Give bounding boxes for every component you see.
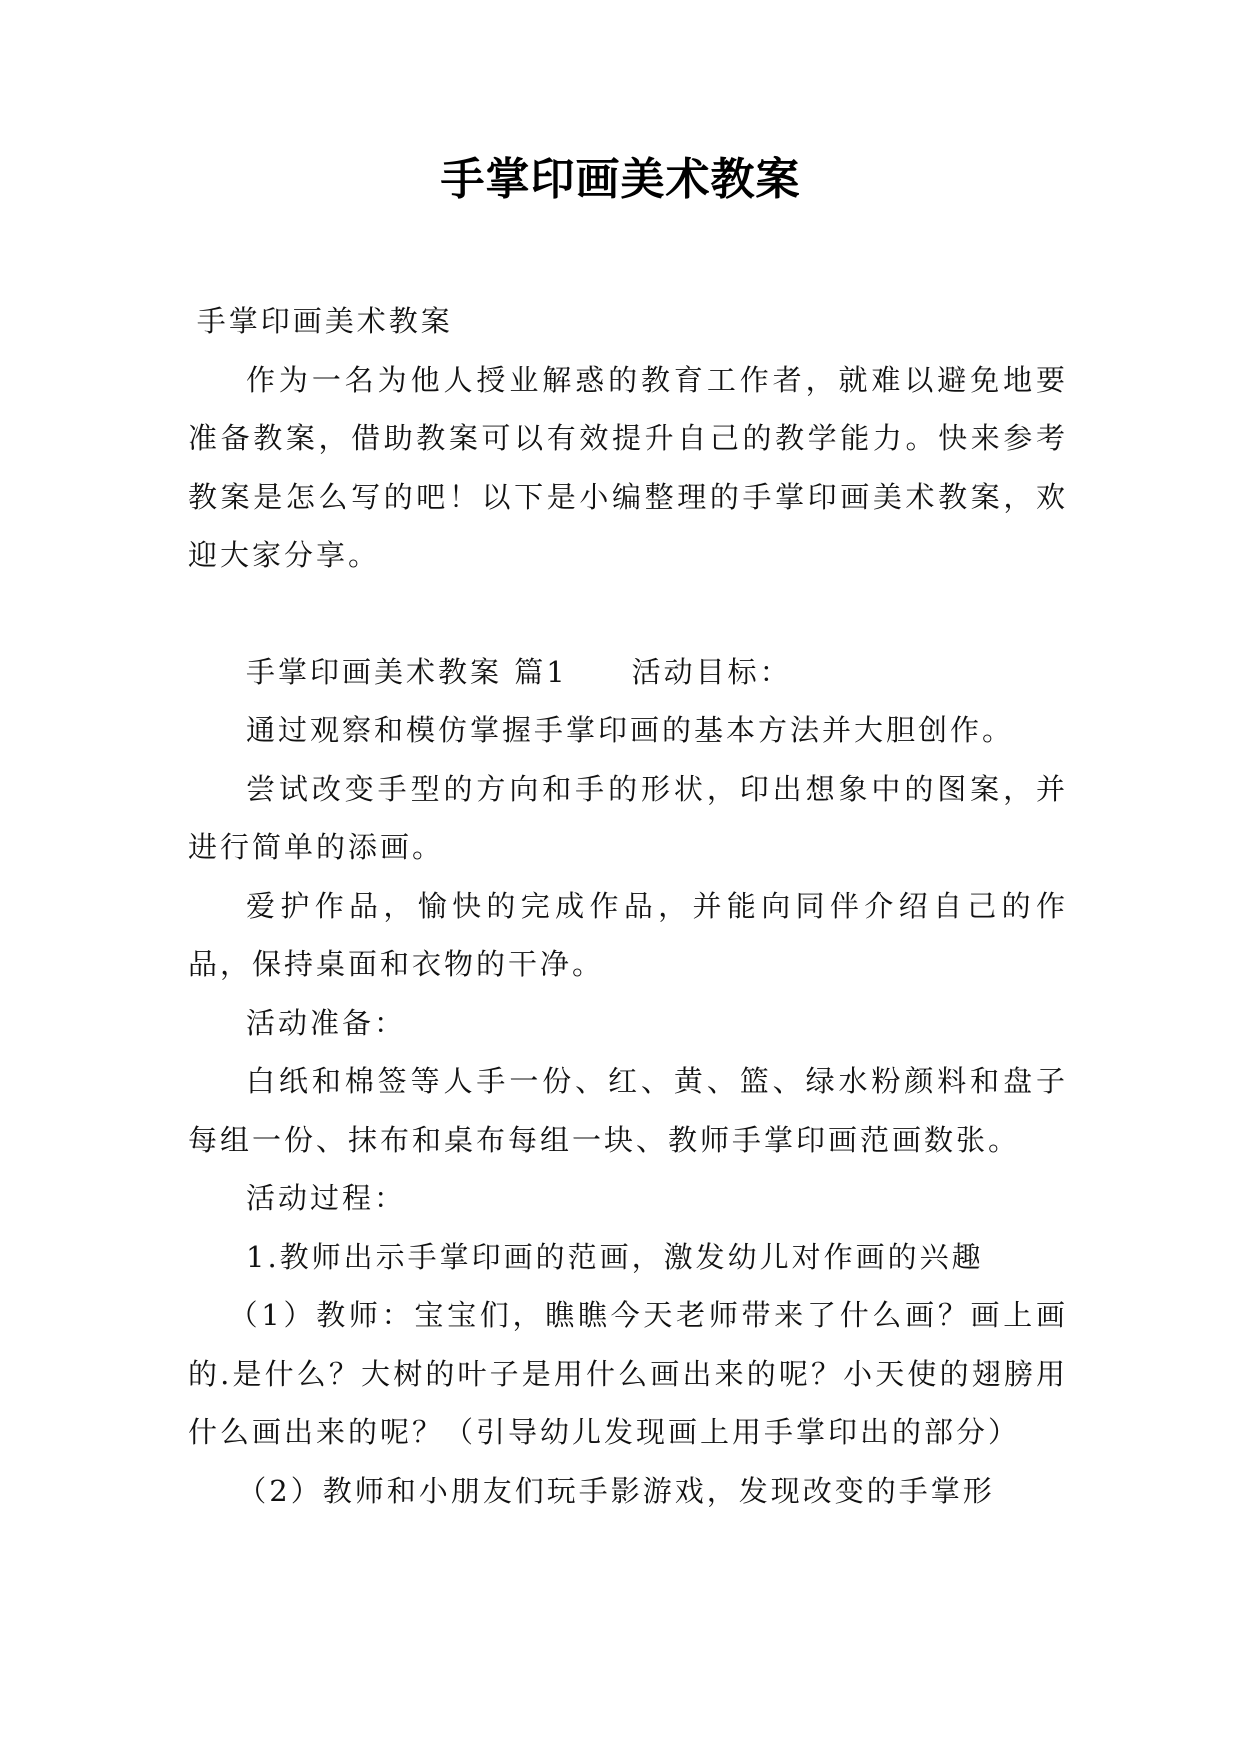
process-substep: （1）教师：宝宝们，瞧瞧今天老师带来了什么画？画上画的.是什么？大树的叶子是用什么画出来的呢？小天使的翅膀用什么画出来的呢？（引导幼儿发现画上用手掌印出的部分） [188,1298,1068,1449]
process-heading: 活动过程： [246,1181,407,1215]
document-body [188,292,1068,1520]
preparation-paragraph: 白纸和棉签等人手一份、红、黄、篮、绿水粉颜料和盘子每组一份、抹布和桌布每组一块、教师手掌印画范画数张。 [188,1064,1068,1157]
objective-paragraph: 尝试改变手型的方向和手的形状，印出想象中的图案，并进行简单的添画。 [188,771,1068,864]
process-step: 1.教师出示手掌印画的范画，激发幼儿对作画的兴趣 [246,1239,984,1274]
document-subtitle: 手掌印画美术教案 [196,304,453,338]
objective-paragraph: 通过观察和模仿掌握手掌印画的基本方法并大胆创作。 [246,713,1015,747]
process-substep: （2）教师和小朋友们玩手影游戏，发现改变的手掌形 [237,1473,995,1508]
preparation-heading: 活动准备： [246,1005,407,1040]
section-heading: 手掌印画美术教案 篇1 活动目标： [246,654,792,689]
objective-paragraph: 爱护作品，愉快的完成作品，并能向同伴介绍自己的作品，保持桌面和衣物的干净。 [188,888,1068,981]
intro-paragraph: 作为一名为他人授业解惑的教育工作者，就难以避免地要准备教案，借助教案可以有效提升自己的教学能力。快来参考教案是怎么写的吧！以下是小编整理的手掌印画美术教案，欢迎大家分享。 [188,362,1068,572]
document-title: 手掌印画美术教案 [440,154,801,205]
